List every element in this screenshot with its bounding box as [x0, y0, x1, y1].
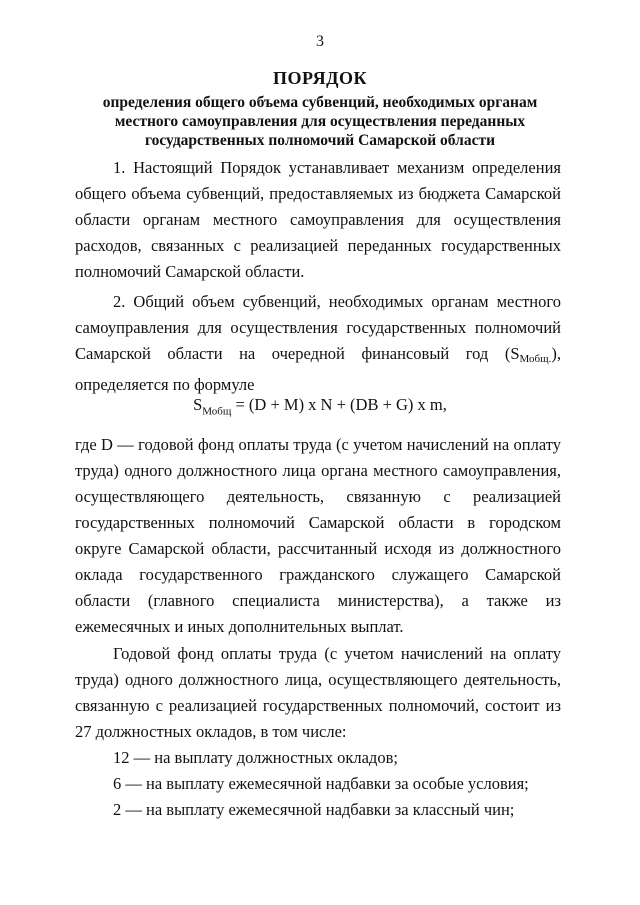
- paragraph-2-text-end: ), определяется по формуле: [75, 344, 561, 394]
- formula: [0, 395, 640, 417]
- list-item: 6 — на выплату ежемесячной надбавки за особые условия;: [113, 774, 529, 793]
- paragraph-4: Годовой фонд оплаты труда (с учетом начислений на оплату труда) одного должностного лица, осуществляющего деятельность, связанную с реализацией государственных полномочий, состоит из 27 должностных окладов, в том числе:: [75, 644, 561, 741]
- paragraph-2-text-start: 2. Общий объем субвенций, необходимых органам местного самоуправления для осуществления государственных полномочий Самарской области на очередной финансовый год (S: [75, 292, 561, 363]
- formula-symbol: S: [193, 395, 203, 414]
- list-item: 12 — на выплату должностных окладов;: [113, 748, 398, 767]
- paragraph-1: 1. Настоящий Порядок устанавливает механизм определения общего объема субвенций, предоставляемых из бюджета Самарской области органам местного самоуправления для осуществления расходов, связанных с реализацией переданных государственных полномочий Самарской области.: [75, 158, 561, 281]
- document-title: ПОРЯДОК: [272, 68, 368, 88]
- formula-subscript: Мобщ: [202, 405, 232, 418]
- paragraph-2: [75, 289, 561, 398]
- paragraph-3: где D — годовой фонд оплаты труда (с учетом начислений на оплату труда) одного должностного лица органа местного самоуправления, осуществляющего деятельность, связанную с реализацией государственных полномочий Самарской области в городском округе Самарской области, рассчитанный исходя из должностного оклада государственного гражданского служащего Самарской области (главного специалиста министерства), а также из ежемесячных и иных дополнительных выплат.: [75, 435, 561, 636]
- formula-expression: = (D + M) x N + (DB + G) x m,: [231, 395, 447, 414]
- paragraph-2-subscript: Мобщ.: [519, 353, 552, 365]
- document-subtitle: определения общего объема субвенций, необходимых органам местного самоуправления для осуществления переданных государственных полномочий Самарской области: [102, 94, 538, 149]
- page-number: 3: [316, 33, 324, 50]
- list-item: 2 — на выплату ежемесячной надбавки за классный чин;: [113, 800, 515, 819]
